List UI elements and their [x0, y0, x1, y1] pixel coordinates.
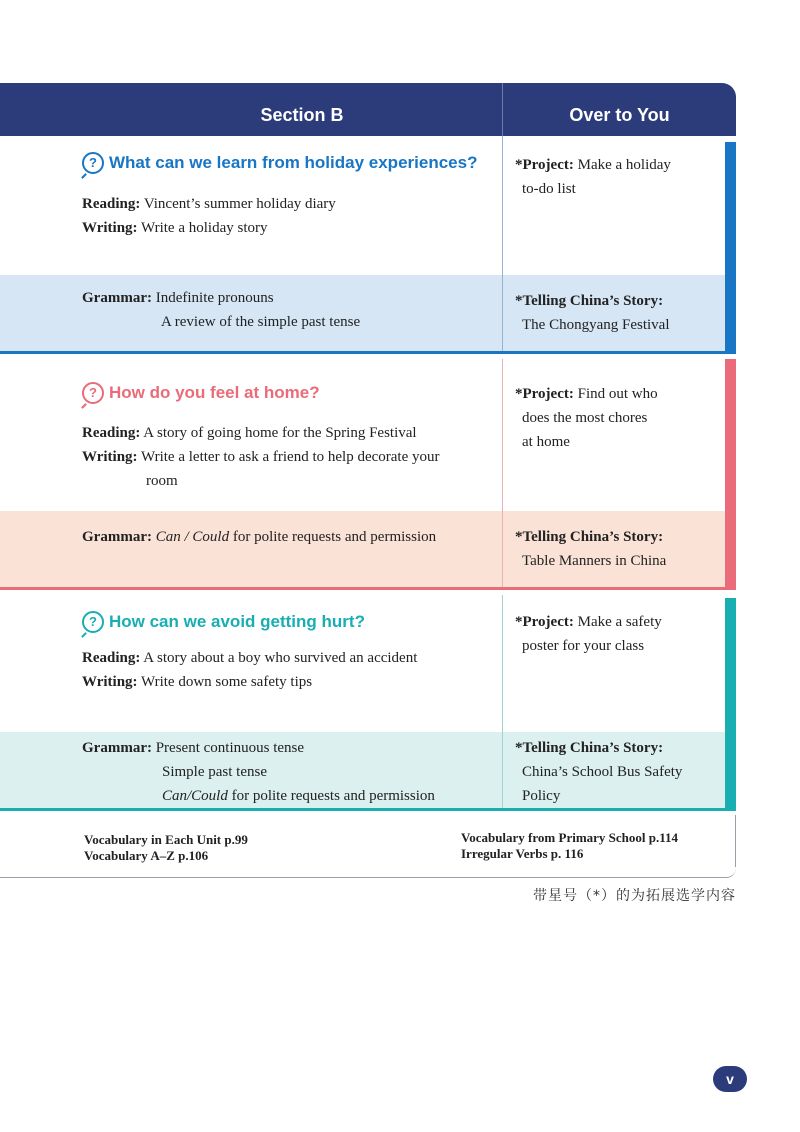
- unit-1-writing: Writing: Write a holiday story: [82, 220, 268, 236]
- unit-3-reading: Reading: A story about a boy who survived an accident: [82, 650, 418, 666]
- unit-2-bottom-border: [0, 587, 736, 590]
- question-icon: ?: [82, 152, 104, 174]
- unit-3-row: [0, 595, 736, 811]
- unit-3-question-text: How can we avoid getting hurt?: [109, 612, 365, 631]
- optional-content-note: 带星号（*）的为拓展选学内容: [533, 888, 736, 904]
- appendix-footer: [0, 815, 736, 878]
- unit-2-writing-cont: room: [146, 473, 178, 489]
- unit-3-story-cont: Policy: [522, 788, 561, 804]
- page-number-badge: v: [713, 1066, 747, 1092]
- unit-1-story: The Chongyang Festival: [522, 317, 670, 333]
- footer-edge: [735, 815, 737, 867]
- vocab-az-link[interactable]: Vocabulary A–Z p.106: [84, 848, 209, 863]
- question-icon: ?: [82, 382, 104, 404]
- unit-1-grammar-cont: A review of the simple past tense: [161, 314, 361, 330]
- unit-2-story: Table Manners in China: [522, 553, 667, 569]
- question-icon: ?: [82, 611, 104, 633]
- unit-2-project-cont-2: at home: [522, 434, 570, 450]
- unit-2-reading: Reading: A story of going home for the Spring Festival: [82, 425, 417, 441]
- unit-1-grammar: Grammar: Indefinite pronouns: [82, 290, 274, 306]
- unit-3-project: *Project: Make a safety: [515, 614, 662, 630]
- unit-1-color-bar: [725, 142, 736, 354]
- column-divider: [502, 595, 503, 808]
- unit-1-project: *Project: Make a holiday: [515, 157, 671, 173]
- unit-3-grammar-cont: Simple past tense: [162, 764, 267, 780]
- unit-2-project: *Project: Find out who: [515, 386, 658, 402]
- unit-2-writing: Writing: Write a letter to ask a friend to help decorate your: [82, 449, 440, 465]
- vocab-each-unit-link[interactable]: Vocabulary in Each Unit p.99: [84, 832, 248, 847]
- over-to-you-heading: Over to You: [569, 105, 670, 125]
- unit-2-project-cont: does the most chores: [522, 410, 648, 426]
- unit-1-row: [0, 136, 736, 354]
- unit-2-grammar: Grammar: Can / Could for polite requests and permission: [82, 529, 437, 545]
- unit-2-color-bar: [725, 359, 736, 590]
- unit-3-story: China’s School Bus Safety: [522, 764, 683, 780]
- unit-3-color-bar: [725, 598, 736, 811]
- vocab-primary-link[interactable]: Vocabulary from Primary School p.114: [461, 830, 679, 845]
- unit-3-writing: Writing: Write down some safety tips: [82, 674, 313, 690]
- unit-3-bottom-border: [0, 808, 736, 811]
- unit-1-bottom-border: [0, 351, 736, 354]
- unit-1-question: [82, 152, 477, 174]
- unit-3-question: [82, 611, 365, 633]
- unit-1-reading: Reading: Vincent’s summer holiday diary: [82, 196, 336, 212]
- unit-1-project-cont: to-do list: [522, 181, 576, 197]
- unit-2-question-text: How do you feel at home?: [109, 383, 320, 402]
- unit-3-grammar-cont-2: Can/Could for polite requests and permission: [162, 788, 435, 804]
- unit-2-question: [82, 382, 320, 404]
- column-divider: [502, 359, 503, 587]
- section-b-heading: Section B: [260, 105, 344, 125]
- table-header: [0, 83, 736, 136]
- unit-2-story-label: *Telling China’s Story:: [515, 529, 664, 545]
- unit-1-question-text: What can we learn from holiday experiences?: [109, 153, 478, 172]
- unit-2-row: [0, 359, 736, 590]
- unit-3-grammar: Grammar: Present continuous tense: [82, 740, 305, 756]
- column-divider: [502, 136, 503, 351]
- irregular-verbs-link[interactable]: Irregular Verbs p. 116: [461, 846, 584, 861]
- unit-3-project-cont: poster for your class: [522, 638, 645, 654]
- unit-3-story-label: *Telling China’s Story:: [515, 740, 664, 756]
- unit-1-story-label: *Telling China’s Story:: [515, 293, 664, 309]
